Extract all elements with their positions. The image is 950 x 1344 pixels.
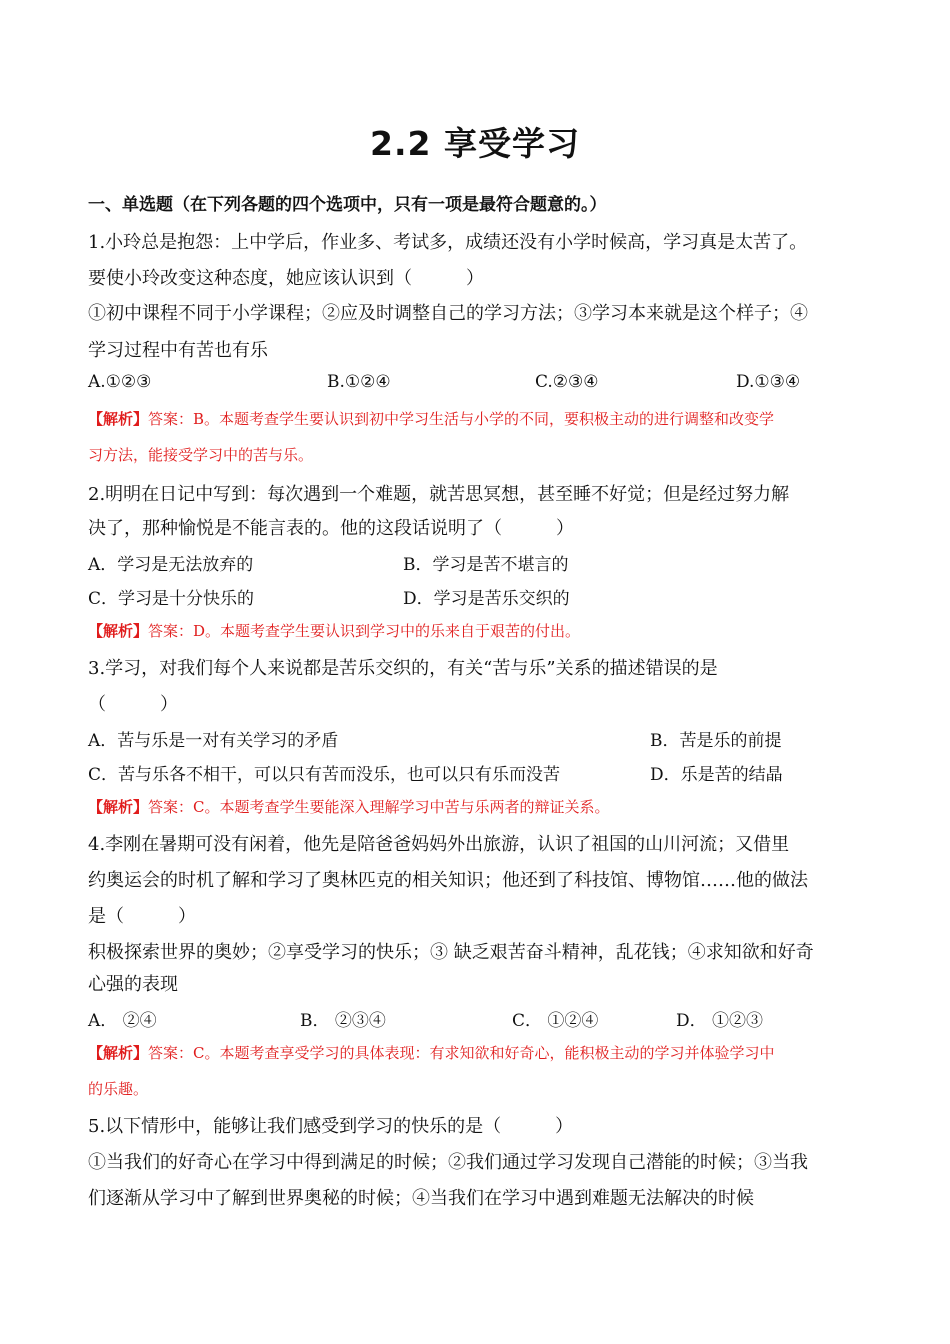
question-2-option-a: A．学习是无法放弃的 xyxy=(88,555,254,575)
question-4-analysis: 的乐趣。 xyxy=(88,1080,149,1098)
question-4-option-a: A． ②④ xyxy=(88,1011,157,1031)
section-heading: 一、单选题（在下列各题的四个选项中，只有一项是最符合题意的。） xyxy=(88,195,607,215)
analysis-text: 答案：C。本题考查学生要能深入理解学习中苦与乐两者的辩证关系。 xyxy=(148,798,610,816)
question-2-option-d: D．学习是苦乐交织的 xyxy=(403,589,570,609)
question-2-analysis xyxy=(88,620,580,641)
question-3-option-a: A．苦与乐是一对有关学习的矛盾 xyxy=(88,731,339,751)
question-2-text: 2.明明在日记中写到：每次遇到一个难题，就苦思冥想，甚至睡不好觉；但是经过努力解 xyxy=(88,484,790,505)
question-1-option-a: A.①②③ xyxy=(88,372,152,392)
question-1-text: 1.小玲总是抱怨：上中学后，作业多、考试多，成绩还没有小学时候高，学习真是太苦了。 xyxy=(88,232,808,253)
question-1-option-d: D.①③④ xyxy=(736,372,801,392)
analysis-text: 答案：D。本题考查学生要认识到学习中的乐来自于艰苦的付出。 xyxy=(148,622,581,640)
question-3-option-c: C．苦与乐各不相干，可以只有苦而没乐，也可以只有乐而没苦 xyxy=(88,765,561,785)
question-5-text: ①当我们的好奇心在学习中得到满足的时候；②我们通过学习发现自己潜能的时候；③当我 xyxy=(88,1152,808,1173)
question-3-option-b: B．苦是乐的前提 xyxy=(650,731,782,751)
analysis-text: 答案：B。本题考查学生要认识到初中学习生活与小学的不同，要积极主动的进行调整和改变学 xyxy=(148,410,775,428)
question-3-text: 3.学习，对我们每个人来说都是苦乐交织的，有关“苦与乐”关系的描述错误的是 xyxy=(88,658,718,679)
question-4-text: 是（ ） xyxy=(88,906,196,927)
question-3-analysis xyxy=(88,796,610,817)
analysis-tag: 【解析】 xyxy=(88,410,149,428)
question-4-text: 约奥运会的时机了解和学习了奥林匹克的相关知识；他还到了科技馆、博物馆……他的做法 xyxy=(88,870,808,891)
question-2-text: 决了，那种愉悦是不能言表的。他的这段话说明了（ ） xyxy=(88,518,574,539)
question-4-analysis xyxy=(88,1042,775,1063)
question-2-option-c: C．学习是十分快乐的 xyxy=(88,589,255,609)
question-5-text: 们逐渐从学习中了解到世界奥秘的时候；④当我们在学习中遇到难题无法解决的时候 xyxy=(88,1188,754,1209)
question-1-option-c: C.②③④ xyxy=(535,372,599,392)
question-1-analysis xyxy=(88,408,774,429)
question-4-option-c: C． ①②④ xyxy=(512,1011,599,1031)
question-5-text: 5.以下情形中，能够让我们感受到学习的快乐的是（ ） xyxy=(88,1116,574,1137)
question-2-option-b: B．学习是苦不堪言的 xyxy=(403,555,569,575)
question-4-option-b: B． ②③④ xyxy=(300,1011,386,1031)
question-1-text: 学习过程中有苦也有乐 xyxy=(88,340,268,361)
analysis-text: 答案：C。本题考查享受学习的具体表现：有求知欲和好奇心，能积极主动的学习并体验学习中 xyxy=(148,1044,775,1062)
question-4-text: 心强的表现 xyxy=(88,974,178,995)
question-4-option-d: D． ①②③ xyxy=(676,1011,764,1031)
question-1-text: ①初中课程不同于小学课程；②应及时调整自己的学习方法；③学习本来就是这个样子；④ xyxy=(88,303,808,324)
question-4-text: 积极探索世界的奥妙；②享受学习的快乐；③ 缺乏艰苦奋斗精神，乱花钱；④求知欲和好奇 xyxy=(88,942,814,963)
analysis-tag: 【解析】 xyxy=(88,622,149,640)
question-1-analysis: 习方法，能接受学习中的苦与乐。 xyxy=(88,446,314,464)
question-3-text: （ ） xyxy=(88,694,178,715)
question-3-option-d: D．乐是苦的结晶 xyxy=(650,765,783,785)
analysis-tag: 【解析】 xyxy=(88,1044,149,1062)
analysis-tag: 【解析】 xyxy=(88,798,149,816)
question-1-text: 要使小玲改变这种态度，她应该认识到（ ） xyxy=(88,268,484,289)
question-1-option-b: B.①②④ xyxy=(327,372,391,392)
question-4-text: 4.李刚在暑期可没有闲着，他先是陪爸爸妈妈外出旅游，认识了祖国的山川河流；又借里 xyxy=(88,834,790,855)
page-title: 2.2 享受学习 xyxy=(370,124,580,163)
